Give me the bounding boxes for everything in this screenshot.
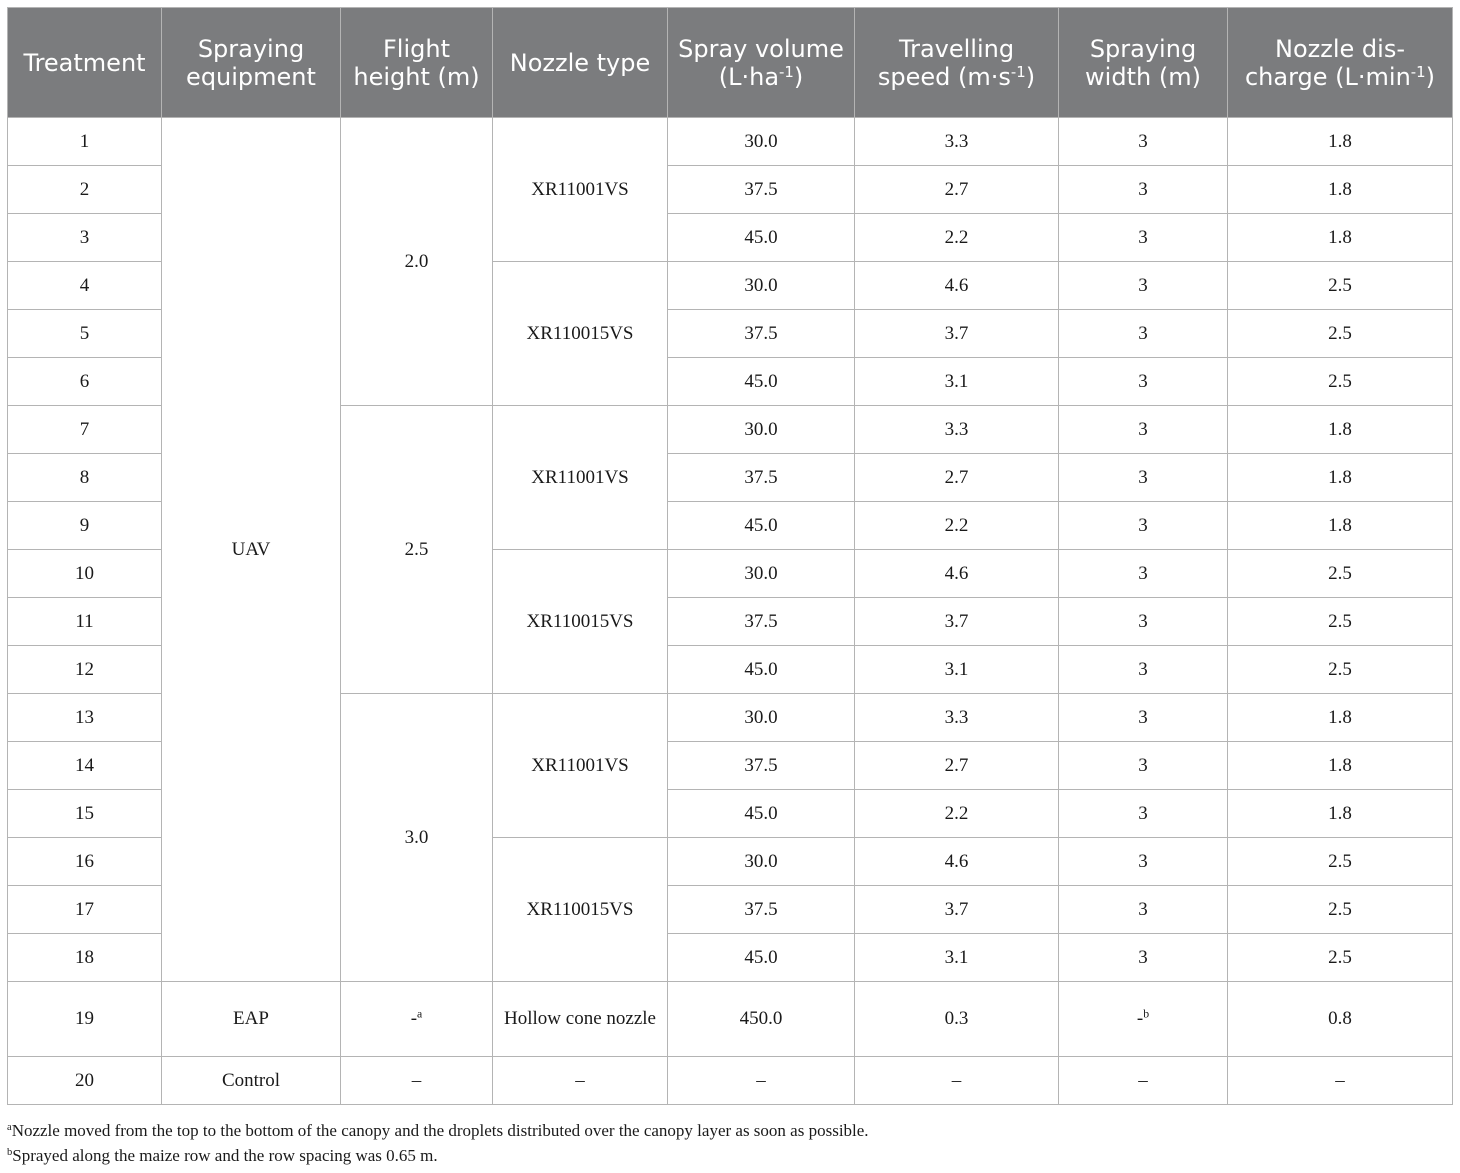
cell-nozzle-discharge: 1.8 xyxy=(1228,502,1453,550)
cell-spraying-width: 3 xyxy=(1059,646,1228,694)
cell-spraying-width: 3 xyxy=(1059,934,1228,982)
header-travelling-speed-sup: -1 xyxy=(1010,62,1026,81)
header-travelling-speed-close: ) xyxy=(1025,62,1036,91)
cell-nozzle-discharge: 2.5 xyxy=(1228,646,1453,694)
cell-spraying-width-na xyxy=(1059,982,1228,1057)
cell-spraying-width: 3 xyxy=(1059,742,1228,790)
cell-spray-volume: 30.0 xyxy=(668,406,855,454)
cell-spray-volume: 45.0 xyxy=(668,790,855,838)
cell-travelling-speed: 3.7 xyxy=(855,310,1059,358)
footnote-a-text: Nozzle moved from the top to the bottom of the canopy and the droplets distributed over the canopy layer as soon as possible. xyxy=(11,1121,869,1140)
cell-treatment: 10 xyxy=(8,550,162,598)
cell-spray-volume: 30.0 xyxy=(668,118,855,166)
cell-spray-volume: 30.0 xyxy=(668,550,855,598)
cell-equipment-eap: EAP xyxy=(162,982,341,1057)
cell-spray-volume: – xyxy=(668,1057,855,1105)
cell-treatment: 14 xyxy=(8,742,162,790)
cell-travelling-speed: 3.7 xyxy=(855,886,1059,934)
dash: - xyxy=(410,1008,418,1029)
cell-nozzle-discharge: 2.5 xyxy=(1228,838,1453,886)
cell-nozzle-discharge: 1.8 xyxy=(1228,118,1453,166)
treatments-table xyxy=(7,7,1453,1105)
cell-equipment-control: Control xyxy=(162,1057,341,1105)
cell-nozzle-type: XR110015VS xyxy=(493,550,668,694)
cell-travelling-speed: 4.6 xyxy=(855,262,1059,310)
cell-nozzle-discharge: – xyxy=(1228,1057,1453,1105)
cell-treatment: 15 xyxy=(8,790,162,838)
cell-spraying-width: 3 xyxy=(1059,790,1228,838)
header-treatment: Treatment xyxy=(8,8,162,118)
cell-treatment: 6 xyxy=(8,358,162,406)
cell-treatment: 4 xyxy=(8,262,162,310)
cell-spraying-width: 3 xyxy=(1059,598,1228,646)
cell-nozzle-type: XR110015VS xyxy=(493,838,668,982)
cell-treatment: 19 xyxy=(8,982,162,1057)
cell-spraying-width: 3 xyxy=(1059,118,1228,166)
cell-spraying-width: 3 xyxy=(1059,886,1228,934)
header-travelling-speed-text: Travelling speed (m·s xyxy=(877,34,1015,91)
header-spraying-equipment: Spraying equipment xyxy=(162,8,341,118)
header-nozzle-discharge-close: ) xyxy=(1425,62,1436,91)
cell-travelling-speed: 3.3 xyxy=(855,118,1059,166)
header-spray-volume xyxy=(668,8,855,118)
cell-spraying-width: 3 xyxy=(1059,262,1228,310)
header-nozzle-discharge-text: Nozzle dis-charge (L·min xyxy=(1244,34,1411,91)
cell-spraying-width: 3 xyxy=(1059,838,1228,886)
cell-nozzle-discharge: 1.8 xyxy=(1228,790,1453,838)
cell-flight-height-2-5: 2.5 xyxy=(341,406,493,694)
cell-travelling-speed: 2.2 xyxy=(855,790,1059,838)
header-spray-volume-text: Spray volume (L·ha xyxy=(678,34,844,91)
cell-spray-volume: 45.0 xyxy=(668,502,855,550)
cell-travelling-speed: 0.3 xyxy=(855,982,1059,1057)
cell-travelling-speed: 4.6 xyxy=(855,550,1059,598)
cell-treatment: 8 xyxy=(8,454,162,502)
cell-treatment: 9 xyxy=(8,502,162,550)
cell-treatment: 1 xyxy=(8,118,162,166)
cell-spray-volume: 30.0 xyxy=(668,262,855,310)
cell-nozzle-discharge: 2.5 xyxy=(1228,262,1453,310)
footnote-mark-b: b xyxy=(1143,1007,1150,1021)
cell-spraying-width: 3 xyxy=(1059,310,1228,358)
cell-spray-volume: 30.0 xyxy=(668,694,855,742)
cell-travelling-speed: 2.2 xyxy=(855,502,1059,550)
cell-nozzle-discharge: 1.8 xyxy=(1228,166,1453,214)
cell-travelling-speed: 4.6 xyxy=(855,838,1059,886)
table-container xyxy=(7,7,1452,1105)
cell-travelling-speed: 3.1 xyxy=(855,358,1059,406)
cell-travelling-speed: 2.7 xyxy=(855,454,1059,502)
cell-spray-volume: 45.0 xyxy=(668,646,855,694)
cell-nozzle-type-hollow-cone: Hollow cone nozzle xyxy=(493,982,668,1057)
header-row xyxy=(8,8,1453,118)
cell-spray-volume: 45.0 xyxy=(668,214,855,262)
header-spraying-width: Spraying width (m) xyxy=(1059,8,1228,118)
cell-nozzle-type: XR11001VS xyxy=(493,694,668,838)
cell-spray-volume: 37.5 xyxy=(668,166,855,214)
cell-nozzle-discharge: 2.5 xyxy=(1228,934,1453,982)
cell-travelling-speed: 3.7 xyxy=(855,598,1059,646)
cell-travelling-speed: 2.7 xyxy=(855,742,1059,790)
cell-treatment: 17 xyxy=(8,886,162,934)
cell-nozzle-type: – xyxy=(493,1057,668,1105)
header-flight-height: Flight height (m) xyxy=(341,8,493,118)
cell-spray-volume: 450.0 xyxy=(668,982,855,1057)
footnotes xyxy=(7,1118,1452,1168)
cell-spraying-width: 3 xyxy=(1059,454,1228,502)
cell-nozzle-discharge: 1.8 xyxy=(1228,406,1453,454)
cell-travelling-speed: 3.3 xyxy=(855,694,1059,742)
cell-treatment: 7 xyxy=(8,406,162,454)
cell-spray-volume: 37.5 xyxy=(668,742,855,790)
cell-travelling-speed: 2.7 xyxy=(855,166,1059,214)
cell-flight-height-na xyxy=(341,982,493,1057)
cell-flight-height-2-0: 2.0 xyxy=(341,118,493,406)
cell-spray-volume: 30.0 xyxy=(668,838,855,886)
cell-spraying-width: 3 xyxy=(1059,502,1228,550)
cell-treatment: 13 xyxy=(8,694,162,742)
cell-spraying-width: 3 xyxy=(1059,166,1228,214)
cell-spray-volume: 45.0 xyxy=(668,934,855,982)
cell-nozzle-discharge: 1.8 xyxy=(1228,694,1453,742)
cell-treatment: 5 xyxy=(8,310,162,358)
header-nozzle-discharge xyxy=(1228,8,1453,118)
cell-flight-height: – xyxy=(341,1057,493,1105)
cell-spraying-width: – xyxy=(1059,1057,1228,1105)
cell-spraying-width: 3 xyxy=(1059,550,1228,598)
footnote-b xyxy=(7,1143,1452,1168)
header-nozzle-type: Nozzle type xyxy=(493,8,668,118)
cell-nozzle-type: XR11001VS xyxy=(493,406,668,550)
cell-travelling-speed: 2.2 xyxy=(855,214,1059,262)
cell-travelling-speed: 3.1 xyxy=(855,934,1059,982)
dash: - xyxy=(1136,1008,1144,1029)
cell-nozzle-discharge: 2.5 xyxy=(1228,886,1453,934)
cell-nozzle-discharge: 2.5 xyxy=(1228,310,1453,358)
cell-spraying-width: 3 xyxy=(1059,358,1228,406)
cell-nozzle-discharge: 2.5 xyxy=(1228,598,1453,646)
cell-travelling-speed: 3.3 xyxy=(855,406,1059,454)
cell-nozzle-discharge: 1.8 xyxy=(1228,742,1453,790)
cell-spraying-width: 3 xyxy=(1059,214,1228,262)
cell-treatment: 18 xyxy=(8,934,162,982)
header-spray-volume-close: ) xyxy=(793,62,804,91)
footnote-a xyxy=(7,1118,1452,1143)
cell-nozzle-type: XR110015VS xyxy=(493,262,668,406)
table-row xyxy=(8,118,1453,166)
header-spray-volume-sup: -1 xyxy=(779,62,794,81)
cell-treatment: 16 xyxy=(8,838,162,886)
cell-spray-volume: 37.5 xyxy=(668,310,855,358)
cell-nozzle-discharge: 1.8 xyxy=(1228,214,1453,262)
cell-spraying-width: 3 xyxy=(1059,694,1228,742)
cell-treatment: 3 xyxy=(8,214,162,262)
footnote-b-text: Sprayed along the maize row and the row spacing was 0.65 m. xyxy=(12,1146,438,1165)
cell-travelling-speed: 3.1 xyxy=(855,646,1059,694)
cell-treatment: 20 xyxy=(8,1057,162,1105)
table-row xyxy=(8,1057,1453,1105)
cell-spray-volume: 37.5 xyxy=(668,598,855,646)
cell-nozzle-type: XR11001VS xyxy=(493,118,668,262)
footnote-b-mark: b xyxy=(7,1147,13,1159)
cell-equipment-uav: UAV xyxy=(162,118,341,982)
footnote-a-mark: a xyxy=(7,1122,12,1134)
cell-treatment: 12 xyxy=(8,646,162,694)
cell-spray-volume: 45.0 xyxy=(668,358,855,406)
cell-treatment: 11 xyxy=(8,598,162,646)
cell-spraying-width: 3 xyxy=(1059,406,1228,454)
cell-flight-height-3-0: 3.0 xyxy=(341,694,493,982)
header-travelling-speed xyxy=(855,8,1059,118)
cell-spray-volume: 37.5 xyxy=(668,454,855,502)
cell-treatment: 2 xyxy=(8,166,162,214)
cell-travelling-speed: – xyxy=(855,1057,1059,1105)
cell-spray-volume: 37.5 xyxy=(668,886,855,934)
cell-nozzle-discharge: 2.5 xyxy=(1228,550,1453,598)
cell-nozzle-discharge: 2.5 xyxy=(1228,358,1453,406)
footnote-mark-a: a xyxy=(417,1007,423,1021)
cell-nozzle-discharge: 0.8 xyxy=(1228,982,1453,1057)
header-nozzle-discharge-sup: -1 xyxy=(1410,62,1426,81)
cell-nozzle-discharge: 1.8 xyxy=(1228,454,1453,502)
table-row xyxy=(8,982,1453,1057)
